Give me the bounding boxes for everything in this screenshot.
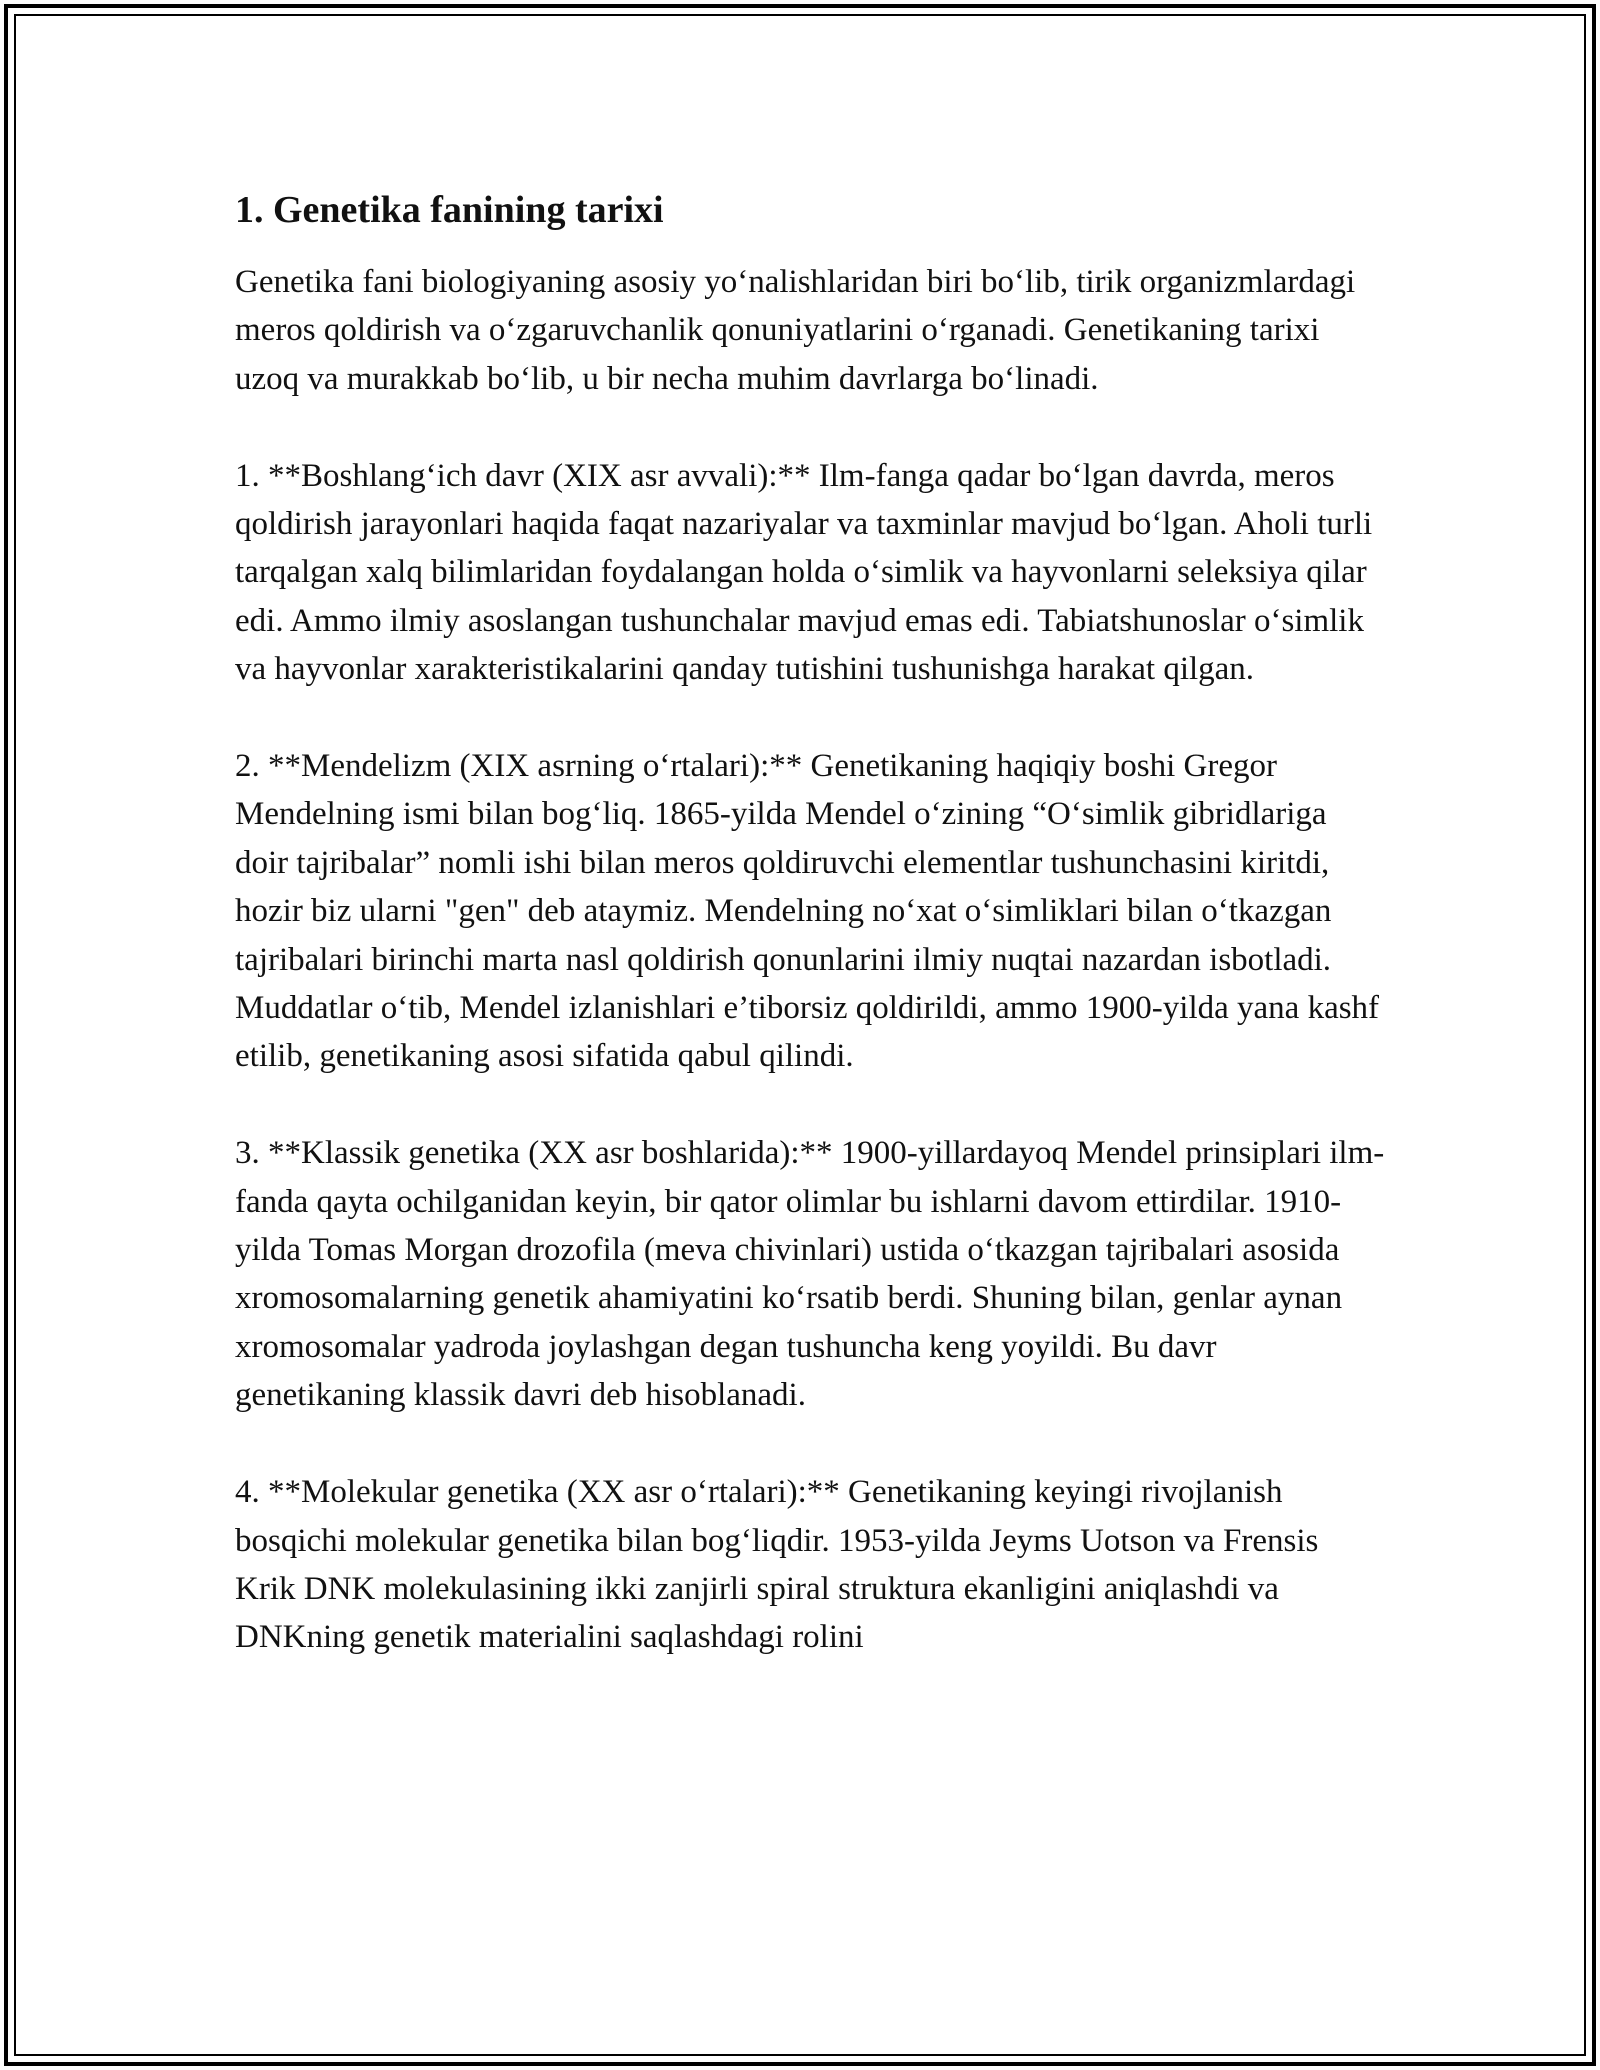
- section-title: 1. Genetika fanining tarixi: [235, 189, 664, 231]
- paragraph-molecular-genetics: 4. **Molekular genetika (XX asr o‘rtalari):** Genetikaning keyingi rivojlanish bosqichi molekular genetika bilan bog‘liqdir. 1953-yilda Jeyms Uotson va Frensis Krik DNK molekulasining ikki zanjirli spiral struktura ekanligini aniqlashdi va DNKning genetik materialini saqlashdagi rolini: [235, 1474, 1319, 1656]
- paragraph-classical-genetics: 3. **Klassik genetika (XX asr boshlarida):** 1900-yillardayoq Mendel prinsiplari ilm-fanda qayta ochilganidan keyin, bir qator olimlar bu ishlarni davom ettirdilar. 1910-yilda Tomas Morgan drozofila (meva chivinlari) ustida o‘tkazgan tajribalari asosida xromosomalarning genetik ahamiyatini ko‘rsatib berdi. Shuning bilan, genlar aynan xromosomalar yadroda joylashgan degan tushuncha keng yoyildi. Bu davr genetikaning klassik davri deb hisoblanadi.: [235, 1135, 1385, 1414]
- paragraph-early-period: 1. **Boshlang‘ich davr (XIX asr avvali):** Ilm-fanga qadar bo‘lgan davrda, meros qoldirish jarayonlari haqida faqat nazariyalar va taxminlar mavjud bo‘lgan. Aholi turli tarqalgan xalq bilimlaridan foydalangan holda o‘simlik va hayvonlarni seleksiya qilar edi. Ammo ilmiy asoslangan tushunchalar mavjud emas edi. Tabiatshunoslar o‘simlik va hayvonlar xarakteristikalarini qanday tutishini tushunishga harakat qilgan.: [235, 457, 1373, 688]
- paragraph-mendelism: 2. **Mendelizm (XIX asrning o‘rtalari):** Genetikaning haqiqiy boshi Gregor Mendelning ismi bilan bog‘liq. 1865-yilda Mendel o‘zining “O‘simlik gibridlariga doir tajribalar” nomli ishi bilan meros qoldiruvchi elementlar tushunchasini kiritdi, hozir biz ularni "gen" deb ataymiz. Mendelning no‘xat o‘simliklari bilan o‘tkazgan tajribalari birinchi marta nasl qoldirish qonunlarini ilmiy nuqtai nazardan isbotladi. Muddatlar o‘tib, Mendel izlanishlari e’tiborsiz qoldirildi, ammo 1900-yilda yana kashf etilib, genetikaning asosi sifatida qabul qilindi.: [235, 748, 1380, 1075]
- intro-paragraph: Genetika fani biologiyaning asosiy yo‘nalishlaridan biri bo‘lib, tirik organizmlardagi meros qoldirish va o‘zgaruvchanlik qonuniyatlarini o‘rganadi. Genetikaning tarixi uzoq va murakkab bo‘lib, u bir necha muhim davrlarga bo‘linadi.: [235, 264, 1356, 397]
- document-body: [235, 186, 1385, 1662]
